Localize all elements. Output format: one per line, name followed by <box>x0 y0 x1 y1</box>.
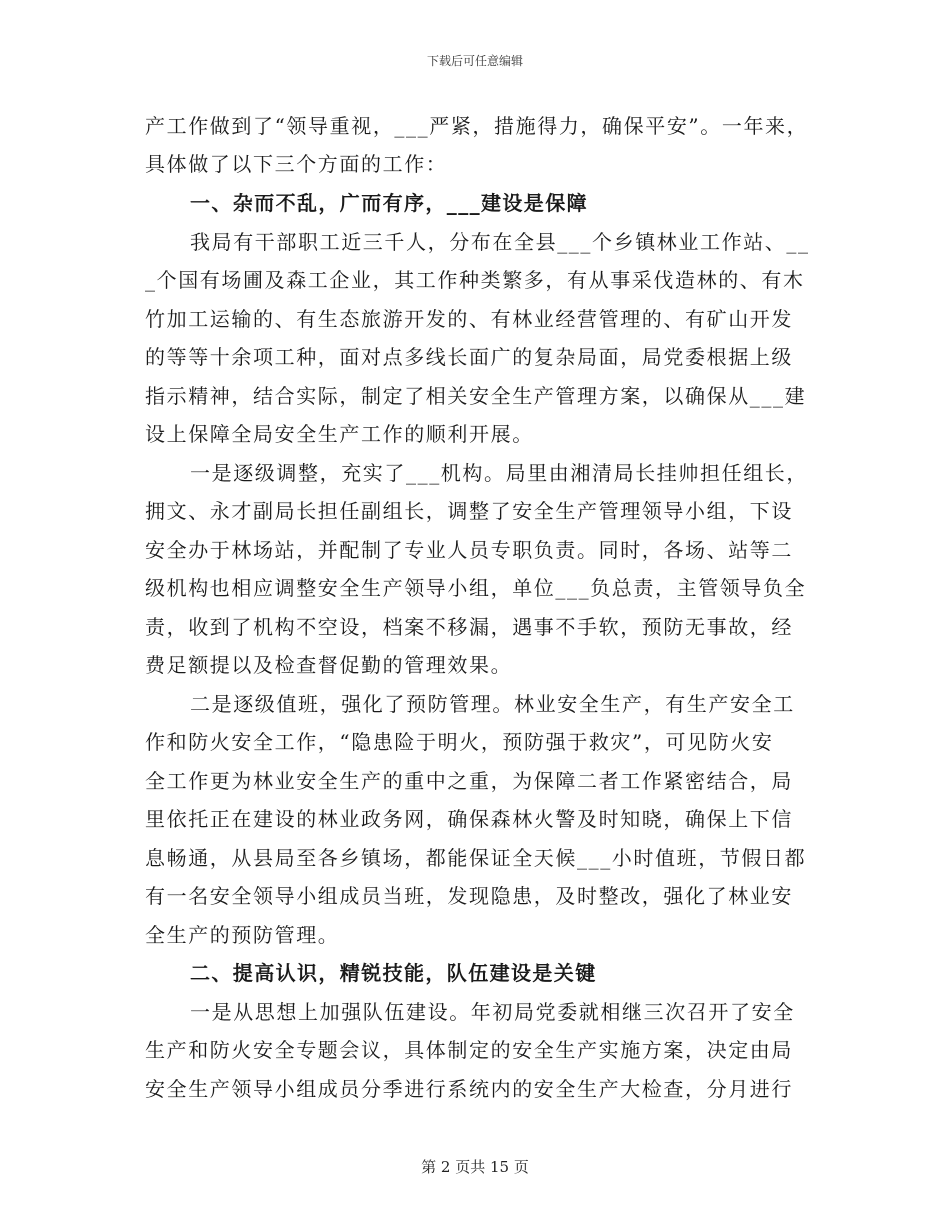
paragraph-line: 安全办于林场站，并配制了专业人员专职负责。同时，各场、站等二 <box>145 538 793 562</box>
paragraph-line: 我局有干部职工近三千人，分布在全县___个乡镇林业工作站、__ <box>190 230 810 254</box>
paragraph-line: 的等等十余项工种，面对点多线长面广的复杂局面，局党委根据上级 <box>145 345 793 369</box>
paragraph-line: 里依托正在建设的林业政务网，确保森林火警及时知晓，确保上下信 <box>145 807 793 831</box>
paragraph-line: 设上保障全局安全生产工作的顺利开展。 <box>145 422 534 446</box>
paragraph-line: 息畅通，从县局至各乡镇场，都能保证全天候___小时值班，节假日都 <box>145 846 807 870</box>
paragraph-line: 二是逐级值班，强化了预防管理。林业安全生产，有生产安全工 <box>190 692 795 716</box>
paragraph-line: 全工作更为林业安全生产的重中之重，为保障二者工作紧密结合，局 <box>145 769 793 793</box>
paragraph-line: 责，收到了机构不空设，档案不移漏，遇事不手软，预防无事故，经 <box>145 615 793 639</box>
paragraph-line: 拥文、永才副局长担任副组长，调整了安全生产管理领导小组，下设 <box>145 499 793 523</box>
section-heading-2: 二、提高认识，精锐技能，队伍建设是关键 <box>190 961 597 985</box>
paragraph-line: 指示精神，结合实际，制定了相关安全生产管理方案，以确保从___建 <box>145 384 807 408</box>
paragraph-line: 有一名安全领导小组成员当班，发现隐患，及时整改，强化了林业安 <box>145 884 793 908</box>
page-header-note: 下载后可任意编辑 <box>426 54 523 68</box>
paragraph-line: 具体做了以下三个方面的工作： <box>145 152 448 176</box>
paragraph-line: 级机构也相应调整安全生产领导小组，单位___负总责，主管领导负全 <box>145 576 807 600</box>
section-heading-1: 一、杂而不乱，广而有序，___建设是保障 <box>190 191 588 215</box>
page-number: 第 2 页共 15 页 <box>421 1158 529 1176</box>
paragraph-line: 竹加工运输的、有生态旅游开发的、有林业经营管理的、有矿山开发 <box>145 307 793 331</box>
paragraph-line: 安全生产领导小组成员分季进行系统内的安全生产大检查，分月进行 <box>145 1077 793 1101</box>
paragraph-line: 产工作做到了“领导重视，___严紧，措施得力，确保平安”。一年来， <box>145 114 809 138</box>
paragraph-line: 作和防火安全工作，“隐患险于明火，预防强于救灾”，可见防火安 <box>145 730 774 754</box>
paragraph-line: 一是从思想上加强队伍建设。年初局党委就相继三次召开了安全 <box>190 1000 795 1024</box>
paragraph-line: 一是逐级调整，充实了___机构。局里由湘清局长挂帅担任组长， <box>190 461 808 485</box>
paragraph-line: 费足额提以及检查督促勤的管理效果。 <box>145 653 513 677</box>
paragraph-line: 生产和防火安全专题会议，具体制定的安全生产实施方案，决定由局 <box>145 1038 793 1062</box>
paragraph-line: 全生产的预防管理。 <box>145 923 340 947</box>
paragraph-line: _个国有场圃及森工企业，其工作种类繁多，有从事采伐造林的、有木 <box>145 268 805 292</box>
